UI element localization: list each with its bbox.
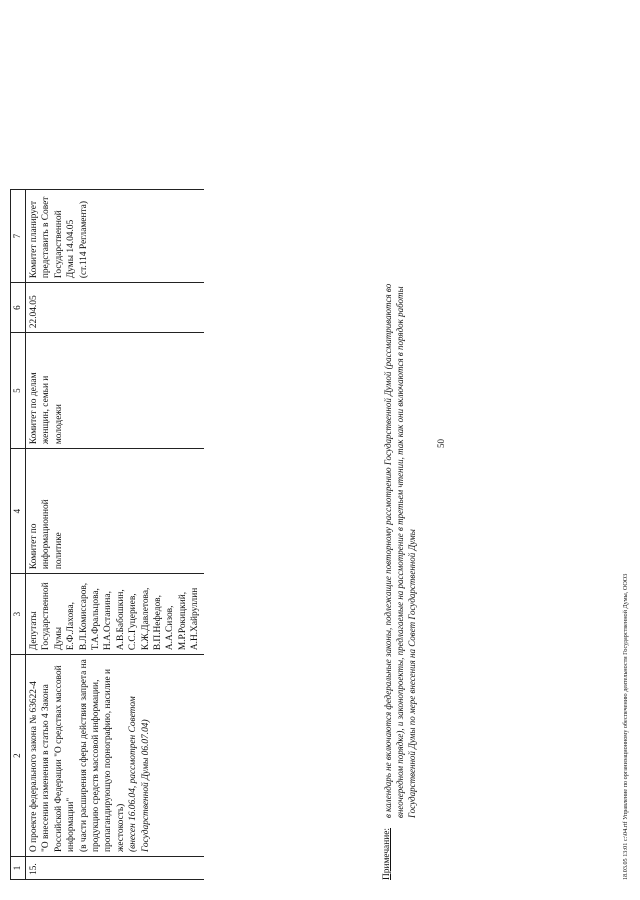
initiator-line: Н.А.Останина, [103,591,114,651]
page-number: 50 [436,439,446,448]
bill-title-line: информации" [66,797,77,852]
initiators-cell [26,574,204,655]
calendar-table [10,189,204,880]
bill-title-line: жестокость) [115,803,126,852]
coexecutor-line: женщин, семьи и [41,375,52,445]
bill-title-line: пропагандирующую порнографию, насилие и [103,668,114,852]
row-number: 15. [26,857,204,880]
header-col-1: 1 [11,857,26,880]
initiator-line: Государственной [41,582,52,651]
plan-cell [26,190,204,283]
coexecutor-line: молодежи [53,404,64,445]
note-line: внеочередном порядке), и законопроекты, предлагаемые на рассмотрение в третьем чтении, так как они включаются в порядок работы [395,286,406,818]
note-label: Примечание: [382,827,392,880]
initiator-line: В.Л.Комиссаров, [78,582,89,651]
committee-line: политике [53,532,64,570]
header-col-4: 4 [11,449,26,574]
initiator-line: А.В.Бабошкин, [115,589,126,651]
initiator-line: М.Р.Рокицкий, [177,591,188,651]
coexecutor-cell [26,333,204,449]
header-col-7: 7 [11,190,26,283]
committee-cell [26,449,204,574]
initiator-line: С.С.Гуцериев, [128,593,139,651]
bill-status-line: (внесен 16.06.04, рассмотрен Советом [128,696,139,852]
bill-title-line: (в части расширения сферы действия запрета на [78,659,89,852]
print-footer: 18.03.05 13:01 c:\04.rtf Управление по организационному обеспечению деятельности Государственной Думы, ООО3 [622,573,629,880]
plan-line: представить в Совет [41,196,52,279]
header-col-5: 5 [11,333,26,449]
bill-title-line: "О внесении изменения в статью 4 Закона [41,684,52,852]
note-line: в календарь не включаются федеральные законы, подлежащие повторному рассмотрению Государственной Думой (рассматриваются во [383,283,393,818]
committee-line: Комитет по [29,523,39,570]
coexecutor-line: Комитет по делам [29,372,39,445]
table-row [26,190,204,880]
initiator-line: В.П.Нефедов, [153,595,164,651]
header-col-2: 2 [11,655,26,857]
initiator-line: К.Ж.Давлетова, [140,587,151,651]
initiator-line: Е.Ф.Лахова, [66,602,77,651]
plan-line: (ст.114 Регламента) [78,201,89,279]
bill-status-line: Государственной Думы 06.07.04) [140,719,151,852]
initiator-line: Думы [53,626,64,651]
plan-line: Государственной [53,210,64,279]
bill-title-line: О проекте федерального закона № 63622-4 [29,681,39,852]
table-header-row [11,190,26,880]
bill-title-line: продукцию средств массовой информации, [91,679,102,852]
committee-line: информационной [41,499,52,570]
bill-title-cell [26,655,204,857]
note-body [382,58,418,818]
initiator-line: Т.А.Фральцова, [91,588,102,651]
initiator-line: Депутаты [29,611,39,651]
initiator-line: А.Н.Хайруллин [190,587,201,651]
date-cell: 22.04.05 [26,283,204,333]
note-line: Государственной Думы по мере внесения на Совет Государственной Думы [407,529,418,818]
header-col-6: 6 [11,283,26,333]
plan-line: Думы 14.04.05 [66,219,77,279]
bill-title-line: Российской Федерации "О средствах массовой [53,665,64,852]
header-col-3: 3 [11,574,26,655]
initiator-line: А.А.Сизов, [165,605,176,651]
plan-line: Комитет планирует [29,200,39,279]
